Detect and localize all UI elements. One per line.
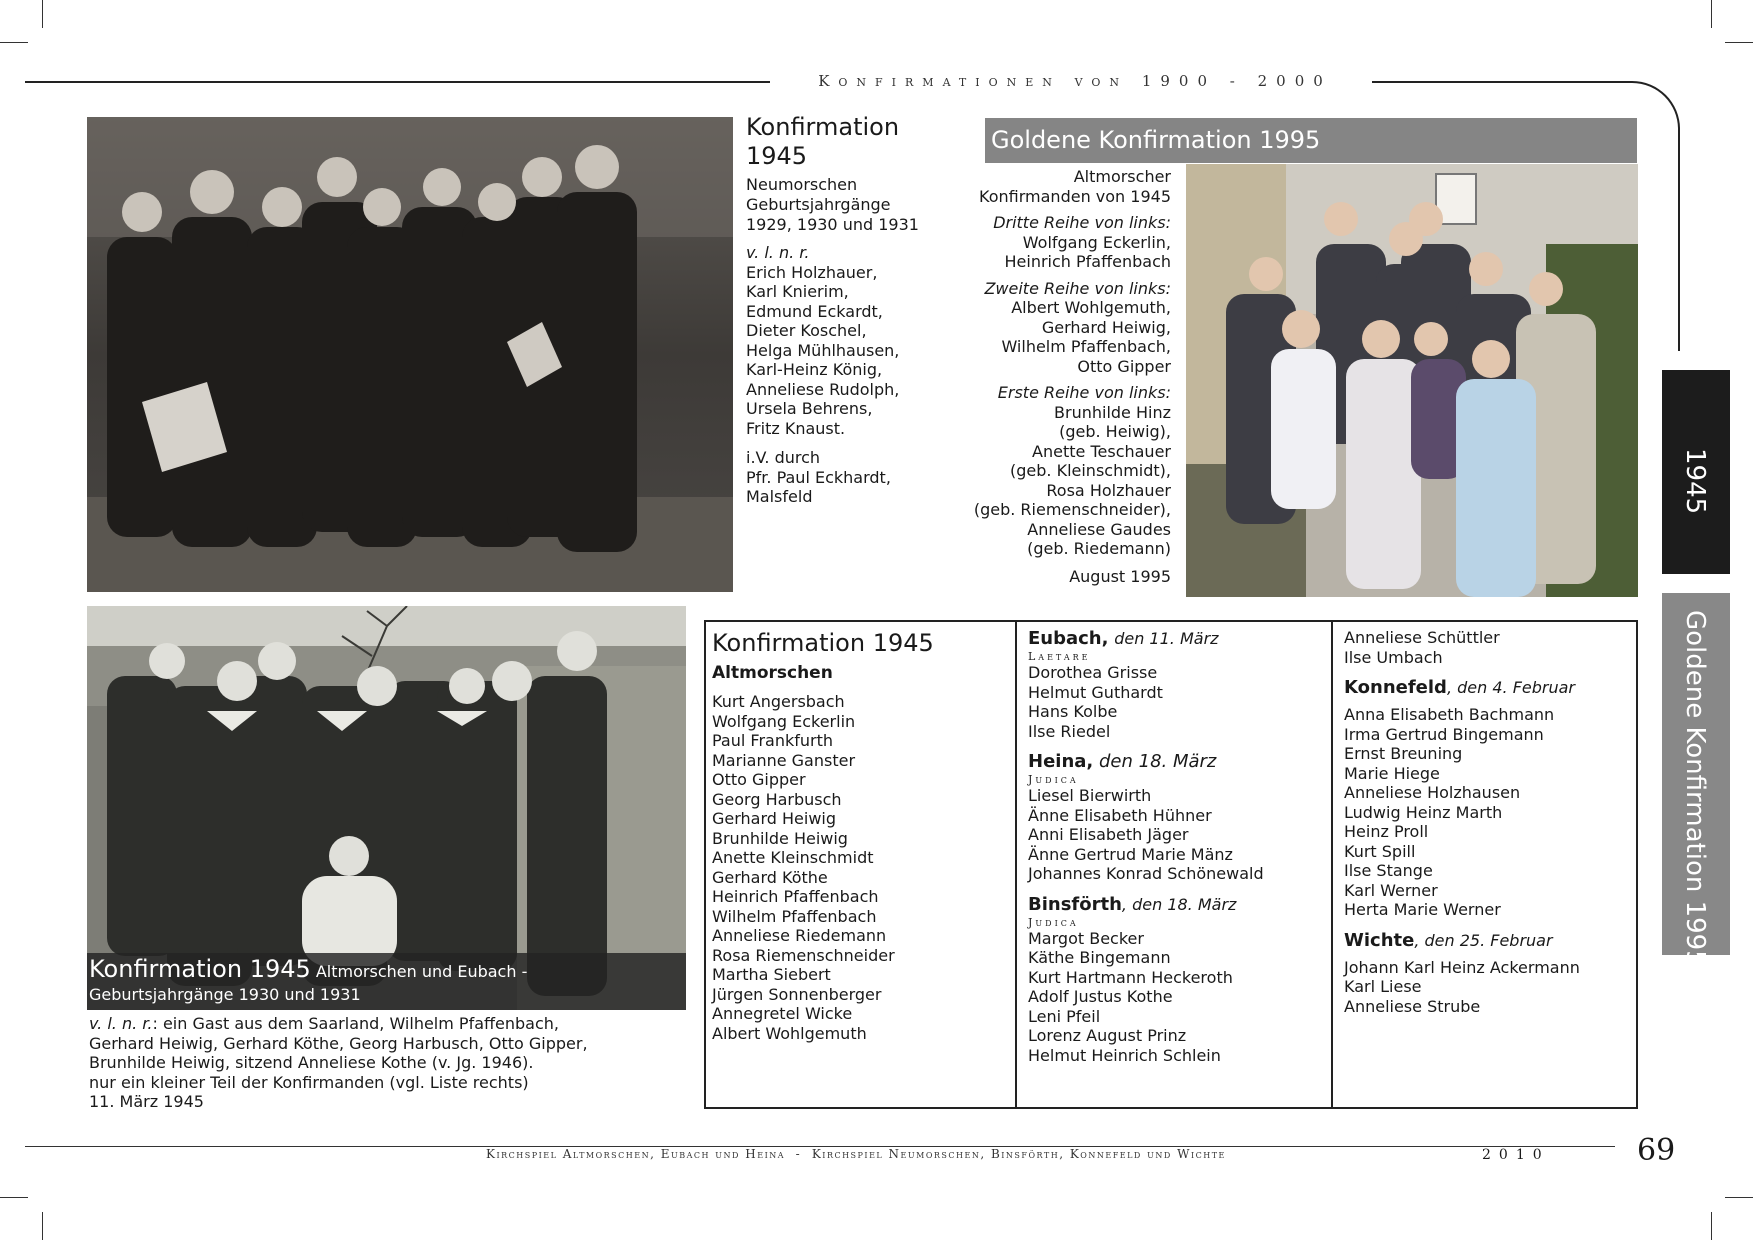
name-entry: Anette Kleinschmidt — [712, 848, 874, 867]
description-line: Brunhilde Heiwig, sitzend Anneliese Kothe (v. Jg. 1946). — [89, 1053, 534, 1072]
place-heading: Binsförth — [1028, 893, 1122, 915]
pastor-line: Pfr. Paul Eckhardt, — [746, 467, 891, 487]
footer-parish-text: Kirchspiel Altmorschen, Eubach und Heina - Kirchspiel Neumorschen, Binsförth, Konnefeld und Wichte — [486, 1147, 1226, 1161]
name-entry: Albert Wohlgemuth — [712, 1023, 867, 1043]
name-entry: (geb. Riemenschneider), — [973, 500, 1171, 519]
sunday-name: Laetare — [1028, 650, 1091, 663]
name-entry: Johannes Konrad Schönewald — [1028, 864, 1264, 883]
row-label: Zweite Reihe von links: — [984, 278, 1171, 298]
row-label: Dritte Reihe von links: — [993, 213, 1171, 232]
goldene-konfirmation-header: Goldene Konfirmation 1995 — [985, 118, 1637, 163]
place-date: , den 4. Februar — [1446, 678, 1575, 697]
section-tab — [1662, 593, 1730, 967]
name-entry: Otto Gipper — [1077, 356, 1171, 376]
description-line: : ein Gast aus dem Saarland, Wilhelm Pfaffenbach, — [152, 1014, 559, 1033]
name-entry: Albert Wohlgemuth, — [1011, 298, 1171, 317]
place-date: den 18. März — [1098, 751, 1217, 772]
name-entry: Kurt Angersbach — [712, 692, 845, 711]
name-entry: Annegretel Wicke — [712, 1004, 853, 1023]
crop-mark — [1725, 1197, 1753, 1198]
name-entry: Brunhilde Hinz — [1054, 402, 1171, 422]
name-entry: Jürgen Sonnenberger — [712, 984, 882, 1004]
name-entry: Gerhard Heiwig — [712, 809, 837, 828]
pastor-line: Malsfeld — [746, 487, 813, 506]
name-entry: Irma Gertrud Bingemann — [1344, 724, 1544, 744]
footer-year: 2010 — [1482, 1147, 1550, 1163]
name-entry: Karl Werner — [1344, 880, 1438, 900]
confirmands-list-box — [704, 620, 1638, 1109]
column-divider — [1015, 622, 1017, 1107]
name-entry: Paul Frankfurth — [712, 731, 833, 750]
place-heading: Wichte — [1344, 929, 1415, 951]
description-line: 11. März 1945 — [89, 1092, 204, 1111]
photo-konfirmation-1945-altmorschen-eubach — [87, 606, 686, 1010]
name-entry: Wilhelm Pfaffenbach, — [1001, 337, 1171, 356]
description-line: nur ein kleiner Teil der Konfirmanden (vgl. Liste rechts) — [89, 1072, 529, 1092]
place-name: Neumorschen — [746, 175, 858, 194]
name-entry: Änne Elisabeth Hühner — [1028, 805, 1212, 825]
name-entry: Kurt Hartmann Heckeroth — [1028, 967, 1233, 987]
name-entry: Anna Elisabeth Bachmann — [1344, 705, 1555, 724]
crop-mark — [1711, 0, 1712, 28]
name-entry: Helmut Heinrich Schlein — [1028, 1045, 1221, 1065]
name-entry: Hans Kolbe — [1028, 702, 1118, 721]
photo-caption-bar — [87, 953, 686, 1010]
name-entry: Otto Gipper — [712, 770, 806, 789]
crop-mark — [42, 0, 43, 28]
column-divider — [1331, 622, 1333, 1107]
name-entry: Marianne Ganster — [712, 750, 856, 770]
row-label: Erste Reihe von links: — [997, 383, 1171, 402]
photo-goldene-konfirmation-1995 — [1186, 164, 1638, 597]
name-entry: Marie Hiege — [1344, 763, 1440, 783]
place-heading: Konnefeld — [1344, 677, 1447, 698]
name-entry: Anneliese Rudolph, — [746, 379, 900, 399]
photo-konfirmation-1945-neumorschen — [87, 117, 733, 592]
vlnr-label: v. l. n. r. — [89, 1014, 153, 1033]
list-column-3 — [1344, 628, 1634, 1016]
name-entry: Wolfgang Eckerlin — [712, 711, 856, 731]
name-entry: Dorothea Grisse — [1028, 663, 1158, 682]
konf1945-neumorschen-block — [746, 113, 946, 507]
name-entry: (geb. Riedemann) — [1027, 539, 1171, 558]
name-entry: Martha Siebert — [712, 965, 831, 984]
page-number: 69 — [1637, 1133, 1676, 1168]
goldene-konfirmation-captions — [935, 167, 1171, 586]
crop-mark — [42, 1212, 43, 1240]
place-heading: Eubach, — [1028, 628, 1109, 649]
name-entry: Anneliese Schüttler — [1344, 628, 1500, 647]
name-entry: Dieter Koschel, — [746, 321, 867, 340]
name-entry: Anneliese Gaudes — [1027, 519, 1171, 539]
name-entry: Karl-Heinz König, — [746, 360, 883, 379]
section-tab-label: Goldene Konfirmation 1995 — [1680, 610, 1710, 967]
name-entry: Erich Holzhauer, — [746, 262, 878, 282]
birth-years: 1929, 1930 und 1931 — [746, 215, 919, 234]
list-column-2 — [1028, 628, 1323, 1065]
section-title: Konfirmation — [746, 113, 900, 141]
name-entry: Ludwig Heinz Marth — [1344, 802, 1503, 822]
name-entry: Anneliese Riedemann — [712, 926, 887, 945]
header-rule — [25, 81, 770, 83]
name-entry: Ilse Riedel — [1028, 721, 1111, 741]
name-entry: Liesel Bierwirth — [1028, 786, 1152, 805]
place-date: den 11. März — [1114, 629, 1219, 648]
name-entry: Wilhelm Pfaffenbach — [712, 906, 877, 926]
caption-line2: Geburtsjahrgänge 1930 und 1931 — [89, 985, 361, 1004]
place-date: , den 25. Februar — [1414, 930, 1553, 950]
name-entry: Gerhard Köthe — [712, 867, 828, 887]
caption-subtitle: Altmorschen und Eubach - — [315, 962, 528, 981]
name-entry: Adolf Justus Kothe — [1028, 987, 1173, 1006]
name-entry: Brunhilde Heiwig — [712, 828, 848, 848]
name-entry: Wolfgang Eckerlin, — [1022, 232, 1171, 252]
name-entry: Johann Karl Heinz Ackermann — [1344, 957, 1580, 977]
pastor-line: i.V. durch — [746, 448, 821, 467]
crop-mark — [1711, 1212, 1712, 1240]
section-title-year: 1945 — [746, 142, 808, 170]
name-entry: Fritz Knaust. — [746, 418, 846, 438]
crop-mark — [0, 1197, 28, 1198]
name-entry: Edmund Eckardt, — [746, 301, 883, 321]
name-entry: Kurt Spill — [1344, 841, 1416, 861]
name-entry: Rosa Riemenschneider — [712, 945, 895, 965]
crop-mark — [0, 42, 28, 43]
list-column-1 — [712, 628, 1007, 1043]
name-entry: Lorenz August Prinz — [1028, 1026, 1187, 1045]
name-entry: Gerhard Heiwig, — [1041, 317, 1171, 337]
name-entry: Karl Knierim, — [746, 282, 849, 301]
vlnr-label: v. l. n. r. — [746, 243, 810, 262]
name-entry: Margot Becker — [1028, 928, 1144, 948]
name-entry: Helmut Guthardt — [1028, 682, 1163, 702]
name-entry: Käthe Bingemann — [1028, 948, 1171, 967]
intro-line: Altmorscher — [1073, 167, 1171, 186]
name-entry: Anni Elisabeth Jäger — [1028, 825, 1189, 844]
name-entry: Herta Marie Werner — [1344, 900, 1501, 919]
sunday-name: Judica — [1028, 915, 1079, 929]
name-entry: Helga Mühlhausen, — [746, 340, 900, 360]
name-entry: Heinrich Pfaffenbach — [712, 887, 879, 906]
name-entry: Ilse Stange — [1344, 861, 1433, 880]
intro-line: Konfirmanden von 1945 — [979, 186, 1171, 206]
place-heading: Altmorschen — [712, 663, 833, 683]
name-entry: Änne Gertrud Marie Mänz — [1028, 844, 1233, 864]
year-tab — [1662, 370, 1730, 574]
name-entry: Karl Liese — [1344, 977, 1422, 996]
birth-years-label: Geburtsjahrgänge — [746, 195, 891, 214]
place-heading: Heina, — [1028, 751, 1094, 772]
name-entry: Ilse Umbach — [1344, 647, 1443, 667]
running-header: Konfirmationen von 1900 - 2000 — [818, 72, 1332, 90]
name-entry: Ernst Breuning — [1344, 744, 1463, 763]
name-entry: Heinz Proll — [1344, 822, 1429, 841]
name-entry: Leni Pfeil — [1028, 1006, 1101, 1026]
name-entry: Anneliese Holzhausen — [1344, 783, 1521, 802]
place-date: , den 18. März — [1121, 894, 1237, 914]
caption-title: Konfirmation 1945 — [89, 955, 311, 983]
sunday-name: Judica — [1028, 773, 1079, 786]
name-entry: Georg Harbusch — [712, 789, 842, 809]
year-tab-label: 1945 — [1680, 448, 1710, 515]
bottom-photo-description — [89, 1014, 689, 1112]
name-entry: Heinrich Pfaffenbach — [1004, 252, 1171, 271]
name-entry: Anneliese Strube — [1344, 996, 1481, 1016]
photo-date: August 1995 — [1069, 566, 1171, 586]
name-entry: Anette Teschauer — [1032, 441, 1171, 461]
name-entry: Ursela Behrens, — [746, 399, 873, 418]
name-entry: (geb. Kleinschmidt), — [1010, 461, 1171, 480]
name-entry: Rosa Holzhauer — [1046, 480, 1171, 500]
description-line: Gerhard Heiwig, Gerhard Köthe, Georg Harbusch, Otto Gipper, — [89, 1033, 588, 1053]
name-entry: (geb. Heiwig), — [1059, 422, 1171, 441]
list-title: Konfirmation 1945 — [712, 629, 934, 657]
crop-mark — [1725, 42, 1753, 43]
